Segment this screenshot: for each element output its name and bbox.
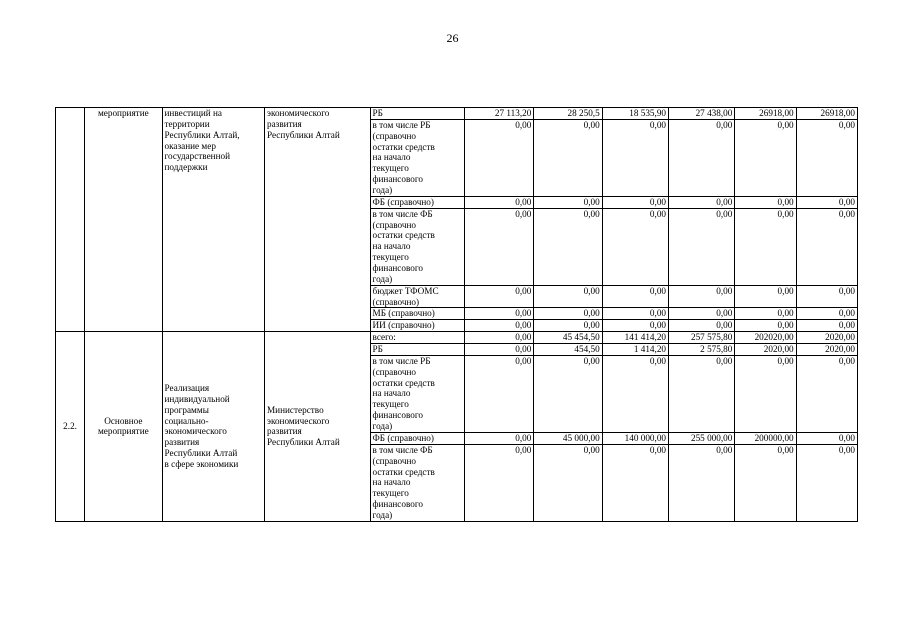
value-cell: 0,00 — [796, 320, 857, 332]
funding-source-cell: в том числе ФБ (справочно остатки средств на начало текущего финансового года) — [370, 208, 464, 285]
event-name-cell: Реализация индивидуальной программы социально- экономического развития Республики Алтай в сфере экономики — [162, 332, 265, 522]
value-cell: 0,00 — [602, 119, 668, 196]
value-cell: 0,00 — [602, 320, 668, 332]
value-cell: 27 438,00 — [669, 108, 735, 120]
event-type-cell: мероприятие — [85, 108, 162, 332]
funding-source-cell: в том числе РБ (справочно остатки средств на начало текущего финансового года) — [370, 355, 464, 432]
value-cell: 0,00 — [465, 285, 534, 308]
funding-source-cell: бюджет ТФОМС (справочно) — [370, 285, 464, 308]
funding-source-cell: ИИ (справочно) — [370, 320, 464, 332]
value-cell: 0,00 — [796, 355, 857, 432]
value-cell: 0,00 — [669, 119, 735, 196]
value-cell: 0,00 — [534, 308, 602, 320]
value-cell: 0,00 — [465, 119, 534, 196]
value-cell: 0,00 — [602, 444, 668, 521]
table-row — [56, 332, 858, 344]
funding-source-cell: в том числе РБ (справочно остатки средств на начало текущего финансового года) — [370, 119, 464, 196]
value-cell: 0,00 — [796, 444, 857, 521]
value-cell: 28 250,5 — [534, 108, 602, 120]
value-cell: 0,00 — [534, 355, 602, 432]
value-cell: 0,00 — [796, 119, 857, 196]
value-cell: 0,00 — [534, 444, 602, 521]
value-cell: 0,00 — [602, 355, 668, 432]
value-cell: 27 113,20 — [465, 108, 534, 120]
funding-source-cell: МБ (справочно) — [370, 308, 464, 320]
funding-source-cell: ФБ (справочно) — [370, 196, 464, 208]
value-cell: 0,00 — [735, 444, 796, 521]
value-cell: 0,00 — [796, 432, 857, 444]
value-cell: 0,00 — [465, 320, 534, 332]
value-cell: 0,00 — [534, 208, 602, 285]
funding-source-cell: ФБ (справочно) — [370, 432, 464, 444]
value-cell: 0,00 — [669, 308, 735, 320]
value-cell: 0,00 — [669, 320, 735, 332]
value-cell: 0,00 — [465, 344, 534, 356]
value-cell: 0,00 — [669, 208, 735, 285]
value-cell: 45 454,50 — [534, 332, 602, 344]
value-cell: 2020,00 — [735, 344, 796, 356]
value-cell: 0,00 — [602, 208, 668, 285]
value-cell: 0,00 — [796, 308, 857, 320]
value-cell: 0,00 — [602, 196, 668, 208]
value-cell: 0,00 — [669, 355, 735, 432]
value-cell: 0,00 — [796, 196, 857, 208]
value-cell: 0,00 — [796, 285, 857, 308]
page-number: 26 — [446, 31, 459, 45]
value-cell: 0,00 — [796, 208, 857, 285]
value-cell: 26918,00 — [735, 108, 796, 120]
value-cell: 141 414,20 — [602, 332, 668, 344]
value-cell: 0,00 — [735, 119, 796, 196]
table-body — [56, 108, 858, 522]
value-cell: 255 000,00 — [669, 432, 735, 444]
value-cell: 200000,00 — [735, 432, 796, 444]
value-cell: 0,00 — [465, 332, 534, 344]
executor-cell: Министерство экономического развития Республики Алтай — [265, 332, 371, 522]
value-cell: 0,00 — [669, 196, 735, 208]
value-cell: 2020,00 — [796, 344, 857, 356]
value-cell: 0,00 — [465, 432, 534, 444]
value-cell: 0,00 — [465, 355, 534, 432]
value-cell: 0,00 — [669, 444, 735, 521]
funding-source-cell: в том числе ФБ (справочно остатки средств на начало текущего финансового года) — [370, 444, 464, 521]
value-cell: 0,00 — [534, 119, 602, 196]
event-name-cell: инвестиций на территории Республики Алтай, оказание мер государственной поддержки — [162, 108, 265, 332]
value-cell: 0,00 — [735, 285, 796, 308]
value-cell: 26918,00 — [796, 108, 857, 120]
value-cell: 257 575,80 — [669, 332, 735, 344]
value-cell: 0,00 — [465, 196, 534, 208]
value-cell: 0,00 — [735, 355, 796, 432]
value-cell: 18 535,90 — [602, 108, 668, 120]
value-cell: 454,50 — [534, 344, 602, 356]
value-cell: 0,00 — [735, 308, 796, 320]
value-cell: 0,00 — [735, 320, 796, 332]
value-cell: 0,00 — [602, 285, 668, 308]
value-cell: 0,00 — [465, 308, 534, 320]
value-cell: 0,00 — [534, 320, 602, 332]
funding-source-cell: РБ — [370, 108, 464, 120]
funding-source-cell: всего: — [370, 332, 464, 344]
budget-table — [55, 107, 858, 522]
funding-source-cell: РБ — [370, 344, 464, 356]
value-cell: 202020,00 — [735, 332, 796, 344]
value-cell: 0,00 — [735, 208, 796, 285]
event-type-cell: Основное мероприятие — [85, 332, 162, 522]
value-cell: 0,00 — [465, 208, 534, 285]
value-cell: 45 000,00 — [534, 432, 602, 444]
value-cell: 1 414,20 — [602, 344, 668, 356]
value-cell: 0,00 — [534, 196, 602, 208]
table-row — [56, 108, 858, 120]
executor-cell: экономического развития Республики Алтай — [265, 108, 371, 332]
value-cell: 0,00 — [735, 196, 796, 208]
value-cell: 0,00 — [602, 308, 668, 320]
value-cell: 0,00 — [534, 285, 602, 308]
value-cell: 0,00 — [669, 285, 735, 308]
value-cell: 2020,00 — [796, 332, 857, 344]
value-cell: 140 000,00 — [602, 432, 668, 444]
value-cell: 0,00 — [465, 444, 534, 521]
row-number-cell — [56, 108, 85, 332]
value-cell: 2 575,80 — [669, 344, 735, 356]
row-number-cell: 2.2. — [56, 332, 85, 522]
